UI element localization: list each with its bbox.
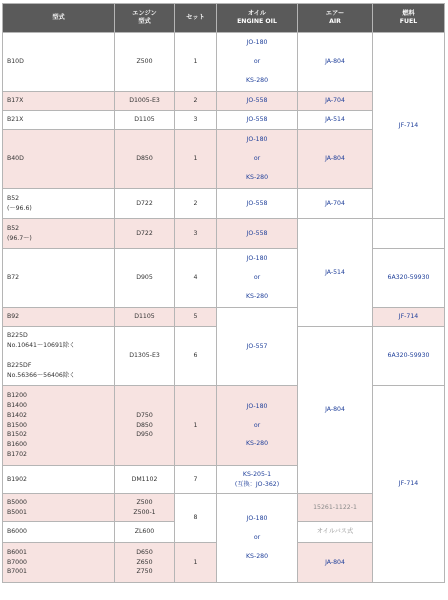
model-cell bbox=[3, 494, 115, 522]
cell-line: KS-280 bbox=[245, 292, 269, 300]
cell-line: or bbox=[253, 421, 261, 429]
model-cell bbox=[3, 466, 115, 494]
cell-line: JO-180 bbox=[246, 255, 268, 263]
cell-line: D1305-E3 bbox=[129, 352, 160, 360]
cell-line: B7001 bbox=[7, 568, 27, 576]
engine-cell bbox=[115, 327, 175, 386]
cell-line: KS-280 bbox=[245, 173, 269, 181]
model-cell bbox=[3, 543, 115, 583]
cell-line: B1400 bbox=[7, 401, 27, 409]
cell-line: B92 bbox=[7, 313, 20, 321]
cell-line: No.56366〜56406除く bbox=[7, 371, 76, 379]
oil-cell bbox=[217, 308, 298, 386]
set-cell: 3 bbox=[175, 219, 217, 249]
cell-line: or bbox=[253, 534, 261, 542]
cell-line: B1200 bbox=[7, 391, 27, 399]
cell-line: B17X bbox=[7, 97, 24, 105]
model-cell bbox=[3, 249, 115, 308]
cell-line: B5001 bbox=[7, 508, 27, 516]
fuel-cell bbox=[373, 219, 445, 249]
oil-cell bbox=[217, 33, 298, 92]
cell-line: D1005-E3 bbox=[129, 97, 160, 105]
air-cell: JA-804 bbox=[298, 33, 373, 92]
engine-cell bbox=[115, 308, 175, 327]
parts-table bbox=[2, 3, 445, 583]
model-cell bbox=[3, 386, 115, 466]
cell-line: D1105 bbox=[134, 313, 155, 321]
oil-cell bbox=[217, 249, 298, 308]
header-engine: エンジン 型式 bbox=[115, 4, 175, 33]
cell-line: D850 bbox=[136, 155, 153, 163]
cell-line: DM1102 bbox=[131, 475, 158, 483]
cell-line: B1500 bbox=[7, 421, 27, 429]
cell-line: JO-180 bbox=[246, 402, 268, 410]
header-air: エアー AIR bbox=[298, 4, 373, 33]
engine-cell bbox=[115, 92, 175, 111]
set-cell: 7 bbox=[175, 466, 217, 494]
oil-cell bbox=[217, 92, 298, 111]
cell-line: B1402 bbox=[7, 411, 27, 419]
model-cell bbox=[3, 219, 115, 249]
air-cell: JA-804 bbox=[298, 543, 373, 583]
cell-line: KS-205-1 bbox=[242, 470, 272, 478]
cell-line: JO-180 bbox=[246, 136, 268, 144]
engine-cell bbox=[115, 249, 175, 308]
set-cell: 1 bbox=[175, 33, 217, 92]
cell-line: D905 bbox=[136, 274, 153, 282]
fuel-cell: JF-714 bbox=[373, 308, 445, 327]
header-fuel: 燃料 FUEL bbox=[373, 4, 445, 33]
header-set: セット bbox=[175, 4, 217, 33]
set-cell: 1 bbox=[175, 386, 217, 466]
oil-cell bbox=[217, 130, 298, 189]
cell-line: B1502 bbox=[7, 431, 27, 439]
set-cell: 1 bbox=[175, 130, 217, 189]
cell-line: B1702 bbox=[7, 451, 27, 459]
table-row bbox=[3, 219, 445, 249]
engine-cell bbox=[115, 522, 175, 543]
set-cell: 3 bbox=[175, 111, 217, 130]
set-cell: 4 bbox=[175, 249, 217, 308]
cell-line: (96.7〜) bbox=[7, 234, 32, 242]
cell-line: Z750 bbox=[136, 568, 153, 576]
cell-line bbox=[7, 351, 110, 361]
air-cell: JA-704 bbox=[298, 189, 373, 219]
cell-line: D950 bbox=[136, 431, 153, 439]
table-row bbox=[3, 308, 445, 327]
cell-line: D1105 bbox=[134, 116, 155, 124]
cell-line: JO-558 bbox=[246, 229, 268, 237]
air-cell: JA-804 bbox=[298, 327, 373, 494]
cell-line: Z500-1 bbox=[133, 508, 156, 516]
table-row bbox=[3, 249, 445, 308]
cell-line: ZL600 bbox=[134, 528, 155, 536]
set-cell: 2 bbox=[175, 189, 217, 219]
fuel-cell: 6A320-59930 bbox=[373, 327, 445, 386]
header-row bbox=[3, 4, 445, 33]
cell-line: B225DF bbox=[7, 361, 32, 369]
header-model: 型式 bbox=[3, 4, 115, 33]
set-cell: 6 bbox=[175, 327, 217, 386]
cell-line: B1902 bbox=[7, 475, 27, 483]
cell-line: KS-280 bbox=[245, 76, 269, 84]
cell-line: B6000 bbox=[7, 528, 27, 536]
cell-line: Z500 bbox=[136, 498, 153, 506]
air-cell: オイルバス式 bbox=[298, 522, 373, 543]
cell-line: (互換：JO-362) bbox=[234, 480, 280, 488]
cell-line: B1600 bbox=[7, 441, 27, 449]
oil-cell bbox=[217, 466, 298, 494]
cell-line: JO-558 bbox=[246, 97, 268, 105]
cell-line: B10D bbox=[7, 58, 24, 66]
cell-line: B21X bbox=[7, 116, 24, 124]
cell-line: B72 bbox=[7, 274, 20, 282]
air-cell: JA-704 bbox=[298, 92, 373, 111]
table-row bbox=[3, 33, 445, 92]
engine-cell bbox=[115, 33, 175, 92]
cell-line: D750 bbox=[136, 411, 153, 419]
cell-line: or bbox=[253, 155, 261, 163]
cell-line: D722 bbox=[136, 199, 153, 207]
engine-cell bbox=[115, 189, 175, 219]
air-cell: JA-514 bbox=[298, 219, 373, 327]
cell-line: B5000 bbox=[7, 498, 27, 506]
set-cell: 5 bbox=[175, 308, 217, 327]
engine-cell bbox=[115, 111, 175, 130]
cell-line: KS-280 bbox=[245, 440, 269, 448]
engine-cell bbox=[115, 386, 175, 466]
cell-line: B52 bbox=[7, 224, 20, 232]
cell-line: D850 bbox=[136, 421, 153, 429]
cell-line: B7000 bbox=[7, 558, 27, 566]
engine-cell bbox=[115, 466, 175, 494]
cell-line: (〜96.6) bbox=[7, 204, 32, 212]
oil-cell bbox=[217, 111, 298, 130]
model-cell bbox=[3, 308, 115, 327]
model-cell bbox=[3, 327, 115, 386]
fuel-cell: JF-714 bbox=[373, 33, 445, 219]
cell-line: B225D bbox=[7, 332, 28, 340]
cell-line: B6001 bbox=[7, 548, 27, 556]
cell-line: B52 bbox=[7, 194, 20, 202]
cell-line: D722 bbox=[136, 229, 153, 237]
model-cell bbox=[3, 130, 115, 189]
cell-line: KS-280 bbox=[245, 552, 269, 560]
cell-line: JO-558 bbox=[246, 116, 268, 124]
air-cell: JA-804 bbox=[298, 130, 373, 189]
cell-line: D650 bbox=[136, 548, 153, 556]
header-oil: オイル ENGINE OIL bbox=[217, 4, 298, 33]
oil-cell bbox=[217, 386, 298, 466]
air-cell: 15261-1122-1 bbox=[298, 494, 373, 522]
cell-line: B40D bbox=[7, 155, 24, 163]
air-cell: JA-514 bbox=[298, 111, 373, 130]
set-cell: 2 bbox=[175, 92, 217, 111]
cell-line: JO-557 bbox=[246, 342, 268, 350]
cell-line: or bbox=[253, 274, 261, 282]
engine-cell bbox=[115, 130, 175, 189]
model-cell bbox=[3, 92, 115, 111]
cell-line: Z650 bbox=[136, 558, 153, 566]
table-row bbox=[3, 386, 445, 466]
oil-cell bbox=[217, 494, 298, 583]
cell-line: JO-180 bbox=[246, 515, 268, 523]
oil-cell bbox=[217, 189, 298, 219]
cell-line: or bbox=[253, 58, 261, 66]
oil-cell bbox=[217, 219, 298, 249]
fuel-cell: 6A320-59930 bbox=[373, 249, 445, 308]
cell-line: JO-558 bbox=[246, 199, 268, 207]
set-cell: 8 bbox=[175, 494, 217, 543]
engine-cell bbox=[115, 494, 175, 522]
model-cell bbox=[3, 522, 115, 543]
model-cell bbox=[3, 111, 115, 130]
cell-line: JO-180 bbox=[246, 39, 268, 47]
engine-cell bbox=[115, 543, 175, 583]
engine-cell bbox=[115, 219, 175, 249]
set-cell: 1 bbox=[175, 543, 217, 583]
cell-line: Z500 bbox=[136, 58, 153, 66]
cell-line: No.10641〜10691除く bbox=[7, 342, 76, 350]
fuel-cell: JF-714 bbox=[373, 386, 445, 583]
model-cell bbox=[3, 189, 115, 219]
model-cell bbox=[3, 33, 115, 92]
